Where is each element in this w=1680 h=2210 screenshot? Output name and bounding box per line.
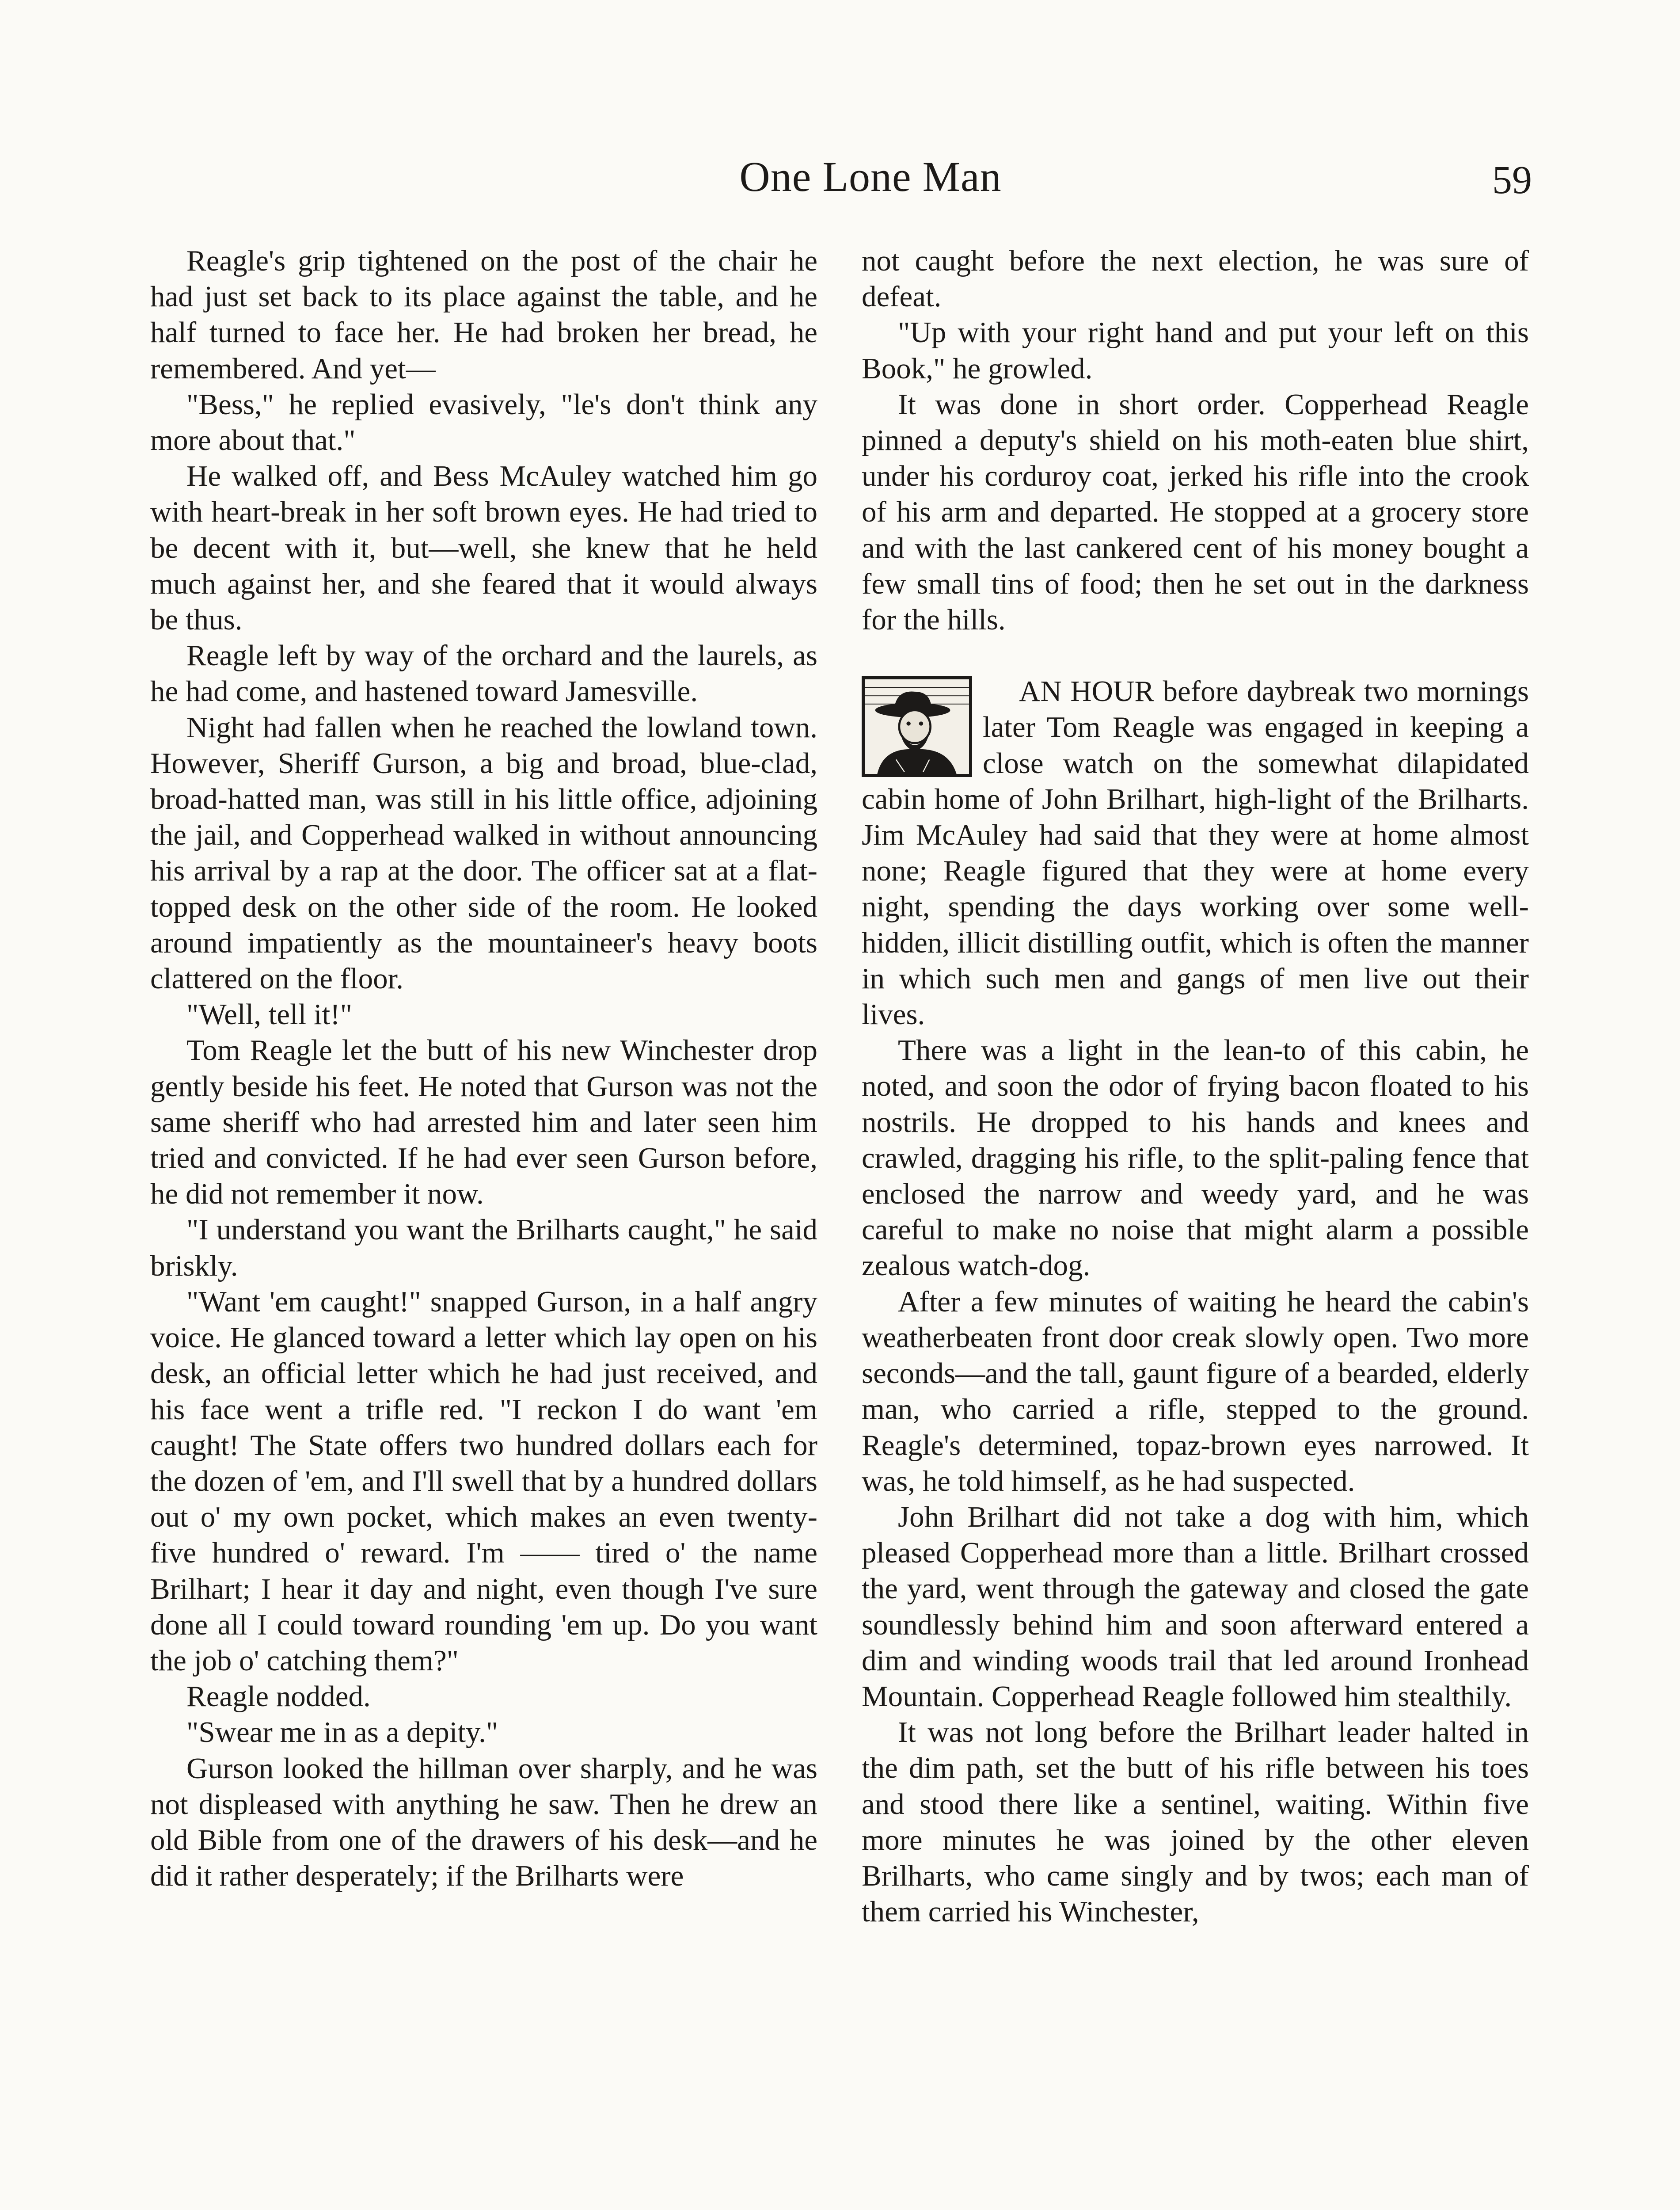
paragraph: It was not long before the Brilhart leader halted in the dim path, set the butt of his rifle between his toes and stood there like a sentinel, waiting. Within five more minutes he was joined by the other eleven Brilharts, who came singly and by twos; each man of them carried his Winchester, — [862, 1716, 1529, 1928]
section-opening-paragraph — [862, 674, 1529, 1033]
paragraph: Reagle's grip tightened on the post of the chair he had just set back to its place against the table, and he half turned to face her. He had broken her bread, he remembered. And yet— — [150, 244, 817, 385]
section-opening-text: before daybreak two mornings later Tom Reagle was engaged in keeping a close watch on the somewhat dilapidated cabin home of John Brilhart, high-light of the Brilharts. Jim McAuley had said that they were at home almost none; Reagle figured that they were at home every night, spending the days working over some well-hidden, illicit distilling outfit, which is often the manner in which such men and gangs of men live out their lives. — [862, 675, 1529, 1031]
story-title: One Lone Man — [739, 153, 1002, 200]
paragraph: Gurson looked the hillman over sharply, and he was not displeased with anything he saw. Then he drew an old Bible from one of the drawers of his desk—and he did it rather desperately; if the Brilharts were — [150, 1752, 817, 1893]
left-column — [150, 243, 817, 1894]
paragraph: "I understand you want the Brilharts caught," he said briskly. — [150, 1213, 817, 1282]
paragraph: He walked off, and Bess McAuley watched him go with heart-break in her soft brown eyes. He had tried to be decent with it, but—well, she knew that he held much against her, and she feared that it would always be thus. — [150, 460, 817, 636]
paragraph: John Brilhart did not take a dog with him, which pleased Copperhead more than a little. Brilhart crossed the yard, went through the gateway and closed the gate soundlessly behind him and soon afterward entered a dim and winding woods trail that led around Ironhead Mountain. Copperhead Reagle followed him stealthily. — [862, 1500, 1529, 1713]
paragraph: "Want 'em caught!" snapped Gurson, in a half angry voice. He glanced toward a letter which lay open on his desk, an official letter which he had just received, and his face went a trifle red. "I reckon I do want 'em caught! The State offers two hundred dollars each for the dozen of 'em, and I'll swell that by a hundred dollars out o' my own pocket, which makes an even twenty-five hundred o' reward. I'm —— tired o' the name Brilhart; I hear it day and night, even though I've sure done all I could toward rounding 'em up. Do you want the job o' catching them?" — [150, 1285, 817, 1677]
section-lead-words: AN HOUR — [1019, 675, 1155, 708]
paragraph: It was done in short order. Copperhead Reagle pinned a deputy's shield on his moth-eaten blue shirt, under his corduroy coat, jerked his rifle into the crook of his arm and departed. He stopped at a grocery store and with the last cankered cent of his money bought a few small tins of food; then he set out in the darkness for the hills. — [862, 388, 1529, 636]
paragraph: Reagle nodded. — [186, 1680, 371, 1713]
paragraph: Night had fallen when he reached the lowland town. However, Sheriff Gurson, a big and broad, blue-clad, broad-hatted man, was still in his little office, adjoining the jail, and Copperhead walked in without announcing his arrival by a rap at the door. The officer sat at a flat-topped desk on the other side of the room. He looked around impatiently as the mountaineer's heavy boots clattered on the floor. — [150, 711, 817, 995]
woodcut-portrait-icon — [862, 676, 972, 777]
paragraph: There was a light in the lean-to of this cabin, he noted, and soon the odor of frying bacon floated to his nostrils. He dropped to his hands and knees and crawled, dragging his rifle, to the split-paling fence that enclosed the narrow and weedy yard, and he was careful to make no noise that might alarm a possible zealous watch-dog. — [862, 1034, 1529, 1282]
section-break — [862, 638, 1529, 674]
paragraph: Reagle left by way of the orchard and the laurels, as he had come, and hastened toward Jamesville. — [150, 639, 817, 708]
paragraph: not caught before the next election, he was sure of defeat. — [862, 244, 1529, 313]
paragraph: Tom Reagle let the butt of his new Winchester drop gently beside his feet. He noted that Gurson was not the same sheriff who had arrested him and later seen him tried and convicted. If he had ever seen Gurson before, he did not remember it now. — [150, 1034, 817, 1211]
paragraph: "Bess," he replied evasively, "le's don't think any more about that." — [150, 388, 817, 457]
paragraph: "Up with your right hand and put your left on this Book," he growled. — [862, 316, 1529, 385]
paragraph: After a few minutes of waiting he heard the cabin's weatherbeaten front door creak slowly open. Two more seconds—and the tall, gaunt figure of a bearded, elderly man, who carried a rifle, stepped to the ground. Reagle's determined, topaz-brown eyes narrowed. It was, he told himself, as he had suspected. — [862, 1285, 1529, 1497]
paragraph: "Swear me in as a depity." — [186, 1716, 498, 1749]
paragraph: "Well, tell it!" — [186, 998, 352, 1031]
right-column — [862, 243, 1529, 1930]
running-head — [0, 150, 1680, 203]
page-number: 59 — [1492, 158, 1532, 202]
